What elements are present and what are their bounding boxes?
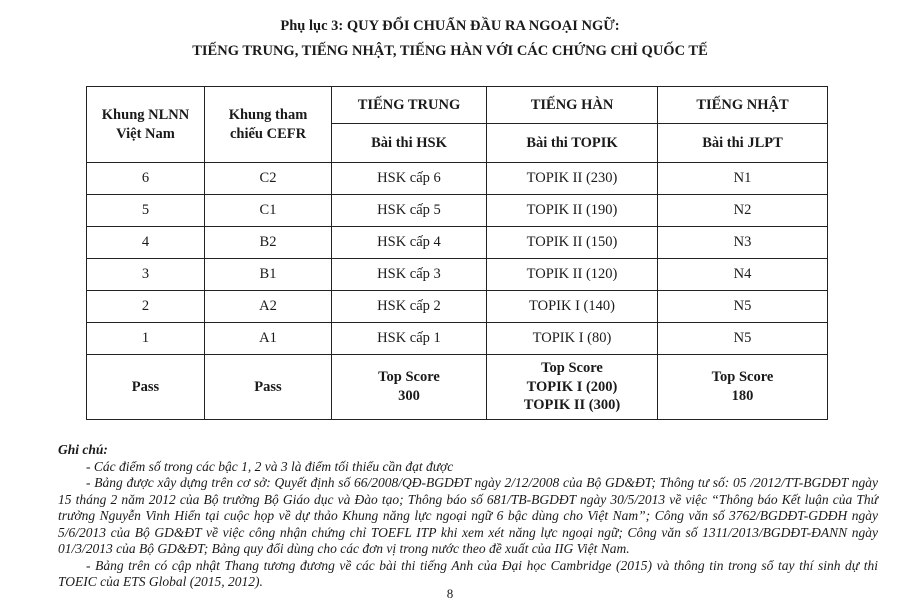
cell-jlpt: N1 (658, 163, 828, 195)
cell-jlpt-topscore (658, 355, 828, 420)
header-vn-framework (87, 87, 205, 163)
appendix-subtitle: TIẾNG TRUNG, TIẾNG NHẬT, TIẾNG HÀN VỚI CÁC CHỨNG CHỈ QUỐC TẾ (192, 43, 708, 59)
notes-title: Ghi chú: (58, 442, 108, 457)
table-row (87, 227, 828, 259)
cell-hsk: HSK cấp 6 (332, 163, 487, 195)
header-vn-line2: Việt Nam (116, 125, 175, 142)
table-row (87, 291, 828, 323)
cell-vn-level: 2 (87, 291, 205, 323)
header-chinese: TIẾNG TRUNG (332, 87, 487, 124)
table-row (87, 195, 828, 227)
table-row (87, 323, 828, 355)
header-cefr-line2: chiếu CEFR (229, 125, 307, 142)
cell-jlpt: N5 (658, 291, 828, 323)
cell-hsk: HSK cấp 5 (332, 195, 487, 227)
cell-hsk: HSK cấp 4 (332, 227, 487, 259)
header-jlpt: Bài thi JLPT (658, 124, 828, 163)
cell-hsk: HSK cấp 3 (332, 259, 487, 291)
cell-jlpt: N2 (658, 195, 828, 227)
cell-cefr-level: B2 (205, 227, 332, 259)
header-cefr (205, 87, 332, 163)
cell-vn-level: 1 (87, 323, 205, 355)
note-item: - Bảng trên có cập nhật Thang tương đương về các bài thi tiếng Anh của Đại học Cambridge (2015) và thông tin trong sổ tay thí sinh dự thi TOEIC của ETS Global (2015, 2012). (58, 557, 878, 589)
cell-topik: TOPIK II (150) (487, 227, 658, 259)
notes-section (58, 442, 878, 591)
page-number: 8 (446, 586, 454, 601)
cell-vn-level: 5 (87, 195, 205, 227)
table-row (87, 259, 828, 291)
header-row-languages (87, 87, 828, 124)
cell-cefr-level: C2 (205, 163, 332, 195)
header-vn-line1: Khung NLNN (101, 106, 190, 123)
cell-hsk: HSK cấp 2 (332, 291, 487, 323)
topik-topscore-level2: TOPIK II (300) (523, 397, 621, 414)
header-korean: TIẾNG HÀN (487, 87, 658, 124)
cell-topik: TOPIK I (80) (487, 323, 658, 355)
cell-vn-level: 6 (87, 163, 205, 195)
cell-topik: TOPIK II (230) (487, 163, 658, 195)
cell-jlpt: N4 (658, 259, 828, 291)
cell-vn-level: 3 (87, 259, 205, 291)
cell-vn-pass: Pass (87, 355, 205, 420)
jlpt-topscore-value: 180 (731, 388, 754, 404)
topik-topscore-label: Top Score (541, 359, 603, 376)
cell-cefr-level: B1 (205, 259, 332, 291)
cell-topik-topscore (487, 355, 658, 420)
cell-topik: TOPIK II (120) (487, 259, 658, 291)
cell-jlpt: N5 (658, 323, 828, 355)
hsk-topscore-value: 300 (398, 388, 420, 404)
appendix-title: Phụ lục 3: QUY ĐỔI CHUẨN ĐẦU RA NGOẠI NGỮ: (280, 18, 620, 34)
cell-hsk: HSK cấp 1 (332, 323, 487, 355)
cell-cefr-level: A1 (205, 323, 332, 355)
cell-vn-level: 4 (87, 227, 205, 259)
jlpt-topscore-label: Top Score (711, 369, 774, 386)
cell-topik: TOPIK II (190) (487, 195, 658, 227)
conversion-table (86, 86, 828, 420)
topik-topscore-level1: TOPIK I (200) (526, 378, 618, 395)
cell-cefr-pass: Pass (205, 355, 332, 420)
note-item: - Bảng được xây dựng trên cơ sở: Quyết định số 66/2008/QĐ-BGDĐT ngày 2/12/2008 của Bộ GD&ĐT; Thông tư số: 05 /2012/TT-BGDĐT ngày 15 tháng 2 năm 2012 của Bộ trưởng Bộ Giáo dục và Đào tạo; Thông báo số 681/TB-BGDĐT ngày 30/5/2013 về việc “Thông báo Kết luận của Thứ trưởng Nguyễn Vinh Hiển tại cuộc họp về dự thảo Khung năng lực ngoại ngữ 6 bậc dùng cho Việt Nam”; Công văn số 3762/BGDĐT-GDĐH ngày 5/6/2013 của Bộ GD&ĐT về việc công nhận chứng chỉ TOEFL ITP khi xem xét năng lực ngoại ngữ; Công văn số 1311/2013/BGDĐT-ĐANN ngày 01/3/2013 của Bộ GD&ĐT; Bảng quy đổi dùng cho các đơn vị trong nước theo đề xuất của IIG Việt Nam. (58, 475, 878, 556)
cell-topik: TOPIK I (140) (487, 291, 658, 323)
cell-jlpt: N3 (658, 227, 828, 259)
cell-hsk-topscore (332, 355, 487, 420)
cell-cefr-level: A2 (205, 291, 332, 323)
pass-row (87, 355, 828, 420)
header-japanese: TIẾNG NHẬT (658, 87, 828, 124)
cell-cefr-level: C1 (205, 195, 332, 227)
hsk-topscore-label: Top Score (378, 369, 440, 386)
header-cefr-line1: Khung tham (228, 106, 308, 123)
header-hsk: Bài thi HSK (332, 124, 487, 163)
note-item: - Các điểm số trong các bậc 1, 2 và 3 là điểm tối thiểu cần đạt được (86, 458, 454, 474)
header-topik: Bài thi TOPIK (487, 124, 658, 163)
table-row (87, 163, 828, 195)
